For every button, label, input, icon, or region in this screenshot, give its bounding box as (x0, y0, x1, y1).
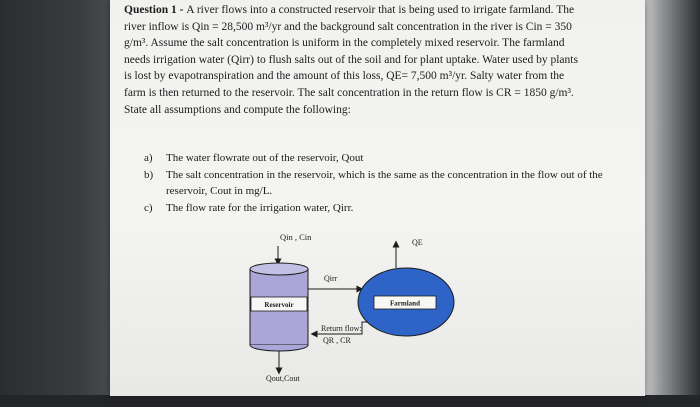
farmland-label: Farmland (390, 299, 420, 308)
question-sheet (110, 0, 645, 396)
reservoir-diagram (110, 222, 645, 396)
photo-background-left (0, 0, 112, 407)
question-line-1: Question 1 - A river flows into a constructed reservoir that is being used to irrigate farmland. The (124, 4, 575, 16)
return-flow-variables: QR , CR (323, 336, 351, 345)
part-text: The flow rate for the irrigation water, Qirr. (166, 202, 354, 214)
question-instruction: State all assumptions and compute the following: (124, 103, 351, 116)
part-letter: c) (144, 202, 153, 214)
photo-background-bottom (0, 395, 700, 407)
part-text: The salt concentration in the reservoir, which is the same as the concentration in the flow out of the reservoir, Cout in mg/L. (166, 169, 603, 197)
part-b (144, 167, 614, 199)
reservoir-label: Reservoir (264, 301, 294, 309)
photo-background-right (644, 0, 700, 407)
inflow-label: Qin , Cin (280, 232, 312, 242)
part-letter: a) (144, 152, 153, 164)
return-flow-label: Return flow: (321, 324, 362, 333)
part-c (144, 200, 614, 216)
part-letter: b) (144, 169, 154, 181)
part-a (144, 150, 614, 166)
question-line-4: needs irrigation water (Qirr) to flush salts out of the soil and for plant uptake. Water used by plants (124, 53, 578, 66)
question-line-3: g/m³. Assume the salt concentration is uniform in the completely mixed reservoir. The farmland (124, 37, 565, 50)
question-line-2: river inflow is Qin = 28,500 m³/yr and the background salt concentration in the river is Cin = 350 (124, 20, 572, 33)
part-text: The water flowrate out of the reservoir, Qout (166, 152, 364, 164)
question-line-5: is lost by evapotranspiration and the amount of this loss, QE= 7,500 m³/yr. Salty water from the (124, 70, 565, 83)
question-text (124, 2, 636, 118)
evaporation-label: QE (412, 238, 423, 247)
question-parts (144, 150, 614, 216)
outflow-label: Qout,Cout (266, 374, 300, 383)
question-line-6: farm is then returned to the reservoir. The salt concentration in the return flow is CR = 1850 g/m³. (124, 86, 574, 99)
irrigation-label: Qirr (324, 274, 338, 283)
question-heading: Question 1 - (124, 4, 187, 16)
